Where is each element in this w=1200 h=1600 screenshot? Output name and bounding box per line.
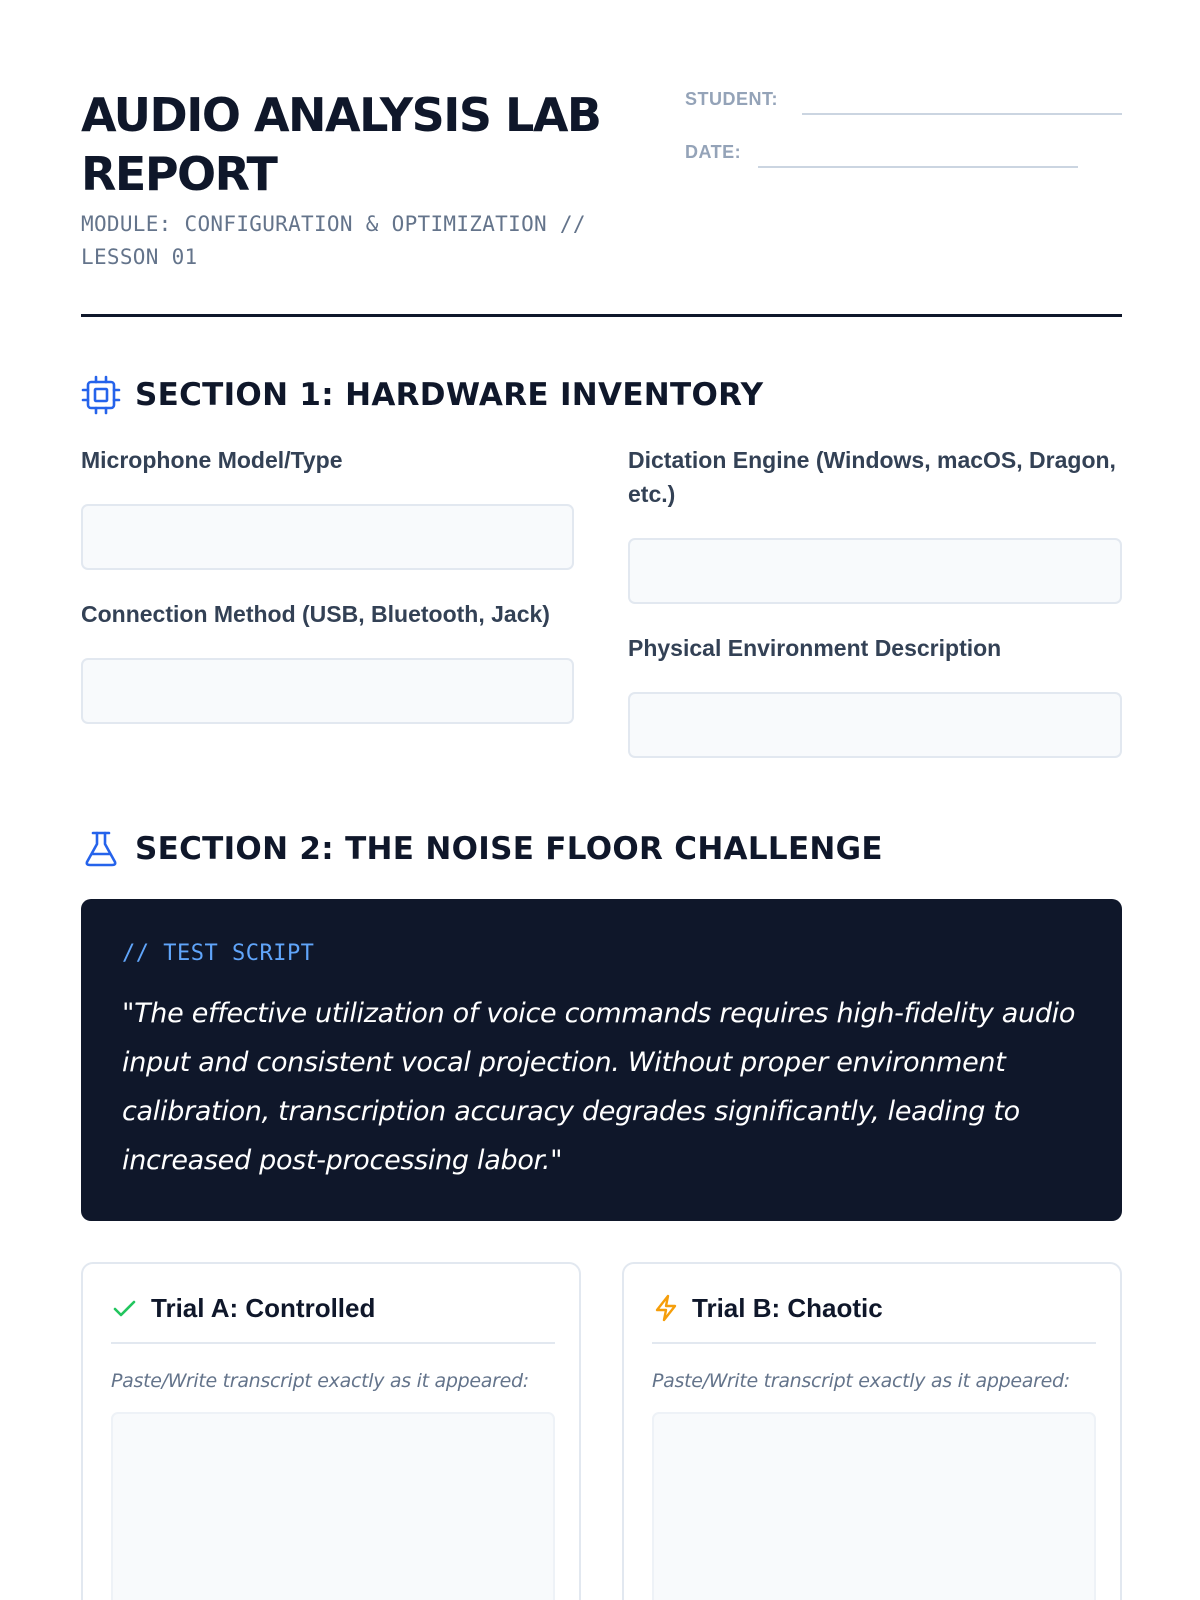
- report-title: AUDIO ANALYSIS LAB REPORT: [81, 88, 601, 201]
- test-script-box: [81, 899, 1122, 1221]
- dictation-engine-label: Dictation Engine (Windows, macOS, Dragon, etc.): [628, 447, 1116, 507]
- environment-input[interactable]: [628, 692, 1122, 758]
- environment-label: Physical Environment Description: [628, 635, 1002, 661]
- trial-b-card: [622, 1262, 1122, 1600]
- check-icon: [111, 1294, 139, 1322]
- trial-a-title: Trial A: Controlled: [151, 1293, 376, 1323]
- section-1-title: SECTION 1: HARDWARE INVENTORY: [135, 377, 764, 413]
- date-field[interactable]: [758, 166, 1078, 168]
- section-1-heading: [81, 375, 1122, 415]
- trial-b-title: Trial B: Chaotic: [692, 1293, 883, 1323]
- connection-method-input[interactable]: [81, 658, 574, 724]
- trial-a-header: [111, 1290, 555, 1344]
- chip-icon: [81, 375, 121, 415]
- report-subtitle: MODULE: CONFIGURATION & OPTIMIZATION // LESSON 01: [81, 212, 586, 269]
- test-script-text: "The effective utilization of voice commands requires high-fidelity audio input and consistent vocal projection. Without proper environment calibration, transcription accuracy degrades significantly, leading to increased post-processing labor.": [122, 998, 1076, 1176]
- section-2-heading: [81, 829, 1122, 869]
- test-script-label: // TEST SCRIPT: [122, 941, 315, 966]
- section-2-title: SECTION 2: THE NOISE FLOOR CHALLENGE: [135, 831, 883, 867]
- trial-a-transcript-input[interactable]: [111, 1412, 555, 1600]
- microphone-input[interactable]: [81, 504, 574, 570]
- trial-b-header: [652, 1290, 1096, 1344]
- student-field[interactable]: [802, 113, 1122, 115]
- header-divider: [81, 314, 1122, 317]
- date-label: DATE:: [685, 142, 742, 162]
- trial-a-hint: Paste/Write transcript exactly as it appeared:: [111, 1370, 529, 1392]
- date-row: [685, 141, 1078, 171]
- connection-method-label: Connection Method (USB, Bluetooth, Jack): [81, 601, 550, 627]
- trial-b-transcript-input[interactable]: [652, 1412, 1096, 1600]
- trial-b-hint: Paste/Write transcript exactly as it appeared:: [652, 1370, 1070, 1392]
- student-row: [685, 88, 1122, 118]
- trial-a-card: [81, 1262, 581, 1600]
- lightning-icon: [652, 1294, 680, 1322]
- microphone-label: Microphone Model/Type: [81, 447, 343, 473]
- dictation-engine-input[interactable]: [628, 538, 1122, 604]
- report-header: [81, 80, 1122, 316]
- student-label: STUDENT:: [685, 89, 778, 109]
- flask-icon: [81, 829, 121, 869]
